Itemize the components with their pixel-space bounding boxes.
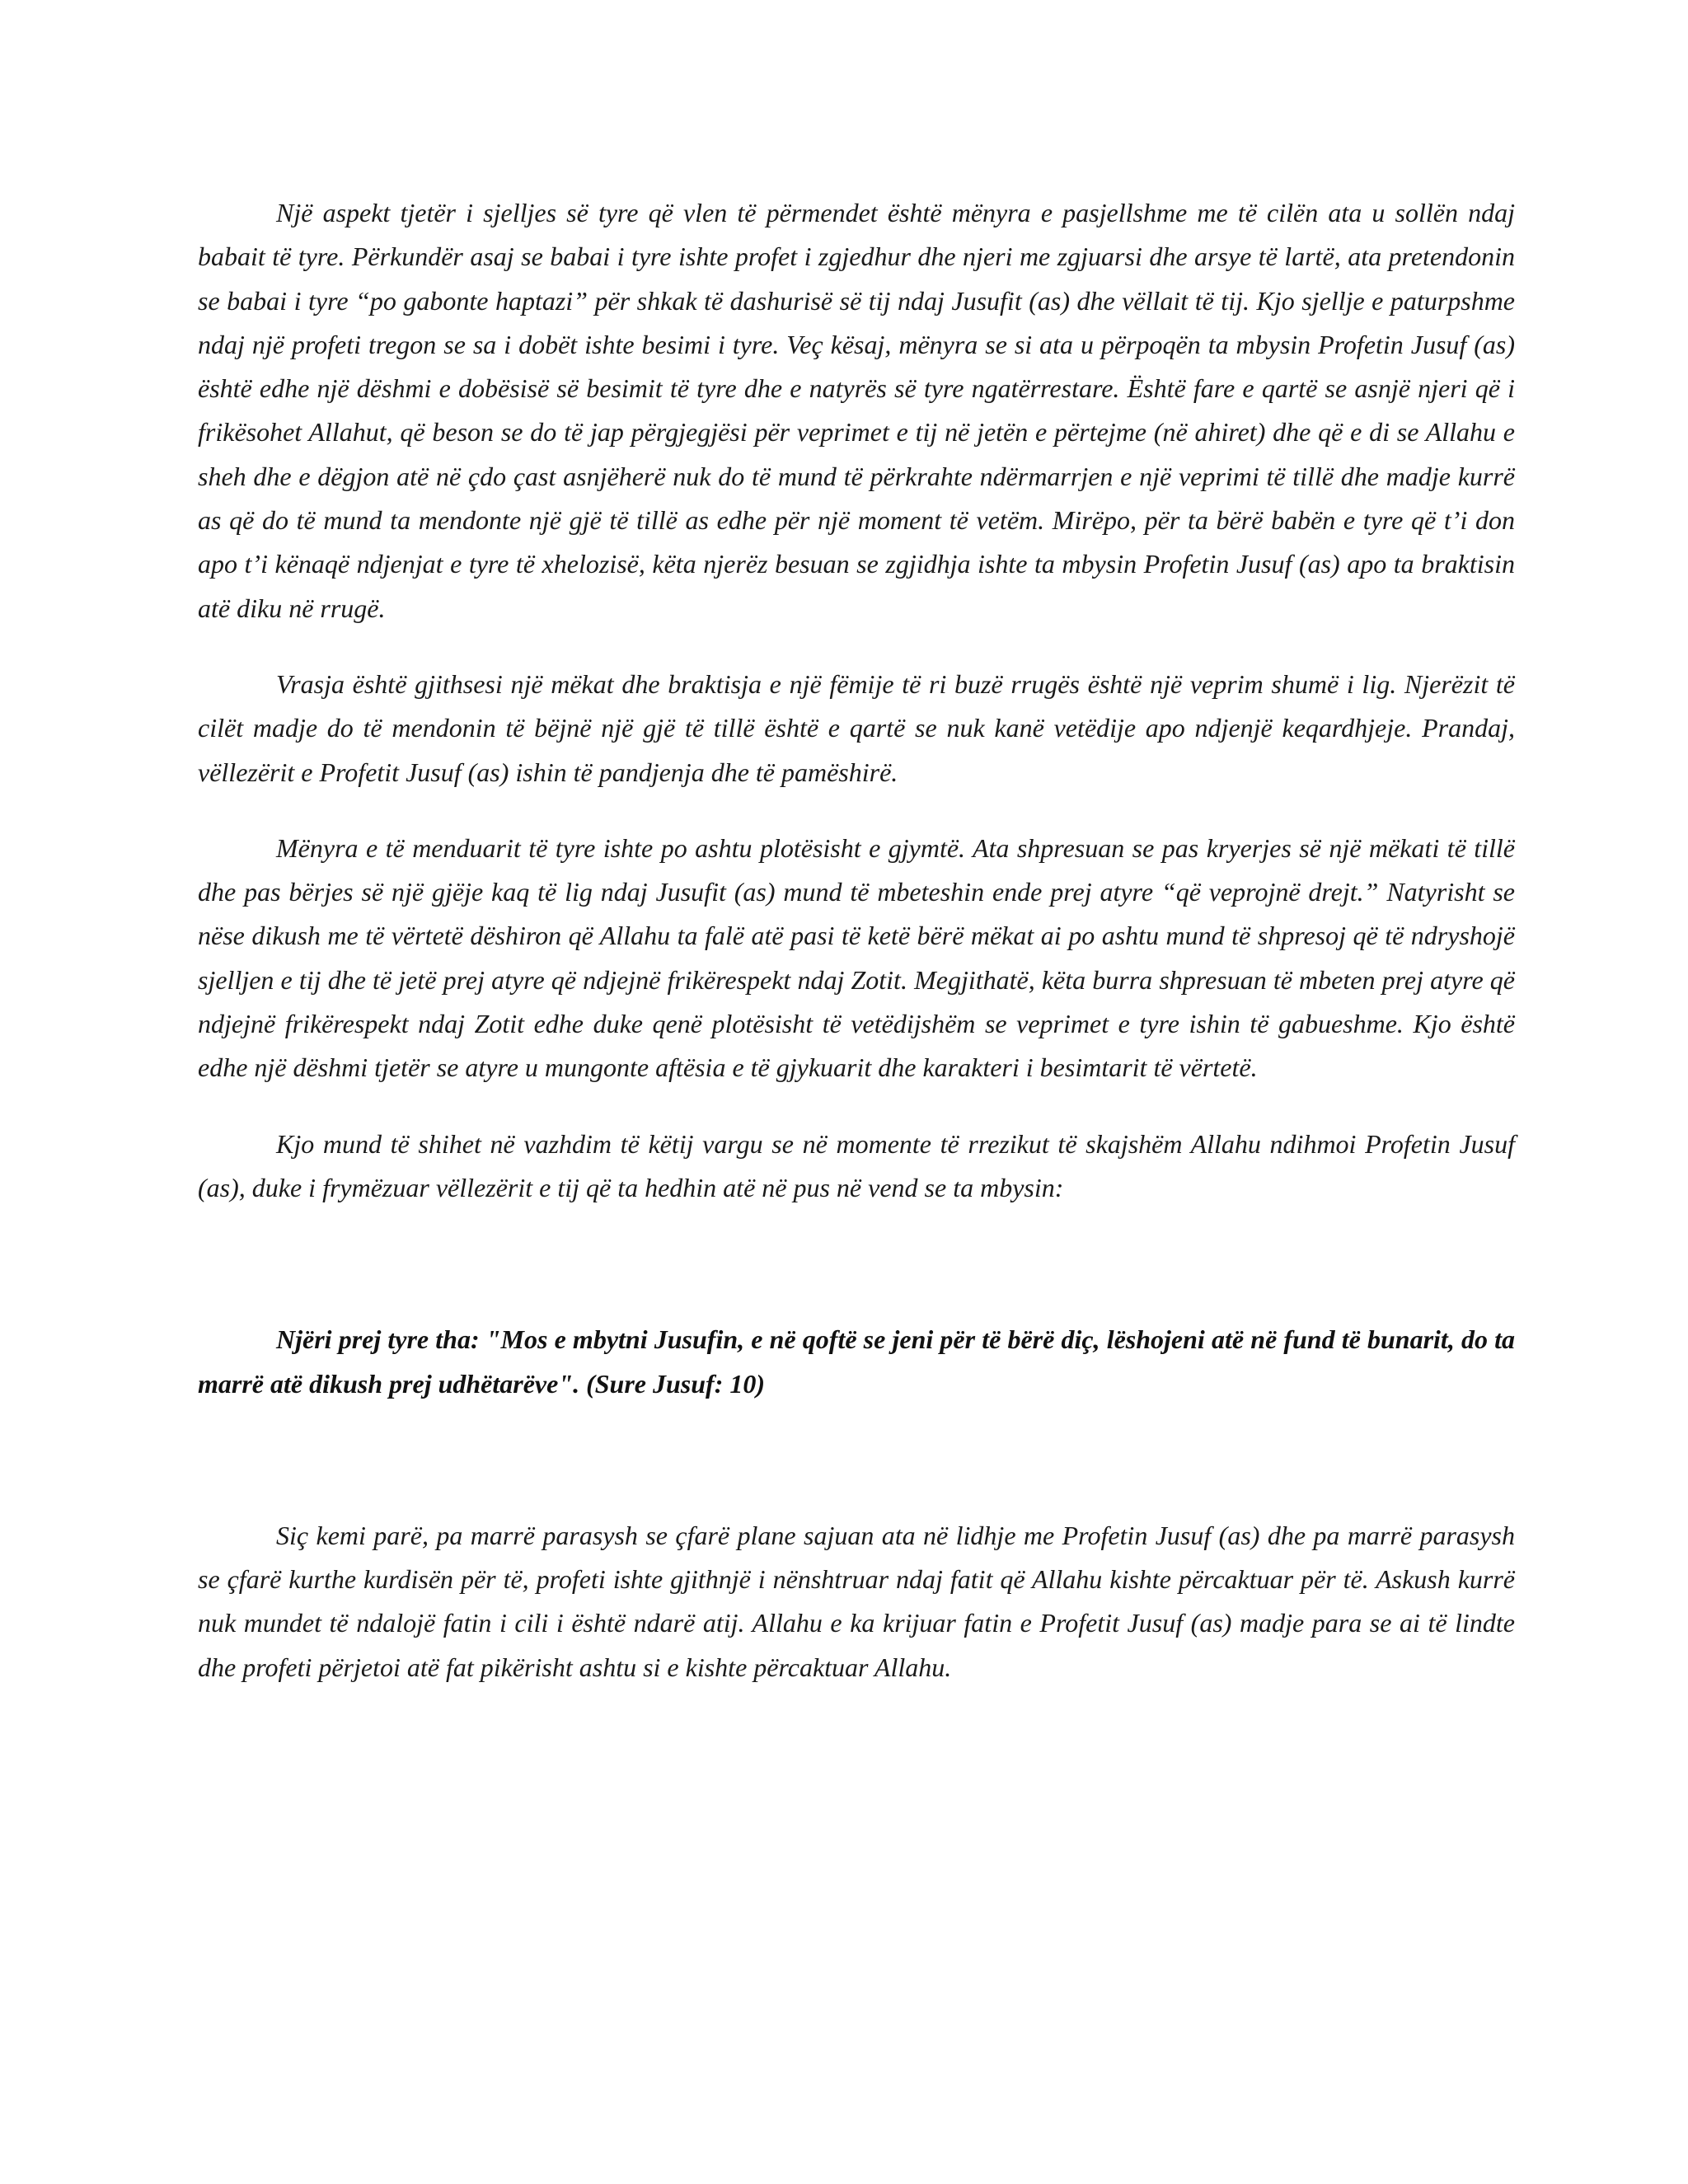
closing-paragraph: Siç kemi parë, pa marrë parasysh se çfarë plane sajuan ata në lidhje me Profetin Jusuf (as) dhe pa marrë parasysh se çfarë kurthe kurdisën për të, profeti ishte gjithnjë i nënshtruar ndaj fatit që Allahu kishte përcaktuar për të. Askush kurrë nuk mundet të ndalojë fatin i cili i është ndarë atij. Allahu e ka krijuar fatin e Profetit Jusuf (as) madje para se ai të lindte dhe profeti përjetoi atë fat pikërisht ashtu si e kishte përcaktuar Allahu. [198, 1520, 1515, 1682]
quran-quote: Njëri prej tyre tha: "Mos e mbytni Jusufin, e në qoftë se jeni për të bërë diç, lëshojeni atë në fund të bunarit, do ta marrë atë dikush prej udhëtarëve". (Sure Jusuf: 10) [198, 1324, 1515, 1399]
paragraph-3: Mënyra e të menduarit të tyre ishte po ashtu plotësisht e gjymtë. Ata shpresuan se pas kryerjes së një mëkati të tillë dhe pas bërjes së një gjëje kaq të lig ndaj Jusufit (as) mund të mbeteshin ende prej atyre “që veprojnë drejt.” Natyrisht se nëse dikush me të vërtetë dëshiron që Allahu ta falë atë pasi të ketë bërë mëkat ai po ashtu mund të shpresoj që të ndryshojë sjelljen e tij dhe të jetë prej atyre që ndjejnë frikërespekt ndaj Zotit. Megjithatë, këta burra shpresuan të mbeten prej atyre që ndjejnë frikërespekt ndaj Zotit edhe duke qenë plotësisht të vetëdijshëm se veprimet e tyre ishin të gabueshme. Kjo është edhe një dëshmi tjetër se atyre u mungonte aftësia e të gjykuarit dhe karakteri i besimtarit të vërtetë. [198, 832, 1515, 1083]
paragraph-2: Vrasja është gjithsesi një mëkat dhe braktisja e një fëmije të ri buzë rrugës është një veprim shumë i lig. Njerëzit të cilët madje do të mendonin të bëjnë një gjë të tillë është e qartë se nuk kanë vetëdije apo ndjenjë keqardhjeje. Prandaj, vëllezërit e Profetit Jusuf (as) ishin të pandjenja dhe të pamëshirë. [198, 668, 1515, 787]
document-page [198, 191, 1515, 1690]
paragraph-1: Një aspekt tjetër i sjelljes së tyre që vlen të përmendet është mënyra e pasjellshme me të cilën ata u sollën ndaj babait të tyre. Përkundër asaj se babai i tyre ishte profet i zgjedhur dhe njeri me zgjuarsi dhe arsye të lartë, ata pretendonin se babai i tyre “po gabonte haptazi” për shkak të dashurisë së tij ndaj Jusufit (as) dhe vëllait të tij. Kjo sjellje e paturpshme ndaj një profeti tregon se sa i dobët ishte besimi i tyre. Veç kësaj, mënyra se si ata u përpoqën ta mbysin Profetin Jusuf (as) është edhe një dëshmi e dobësisë së besimit të tyre dhe e natyrës së tyre ngatërrestare. Është fare e qartë se asnjë njeri që i frikësohet Allahut, që beson se do të jap përgjegjësi për veprimet e tij në jetën e përtejme (në ahiret) dhe që e di se Allahu e sheh dhe e dëgjon atë në çdo çast asnjëherë nuk do të mund të përkrahte ndërmarrjen e një veprimi të tillë dhe madje kurrë as që do të mund ta mendonte një gjë të tillë as edhe për një moment të vetëm. Mirëpo, për ta bërë babën e tyre që t’i don apo t’i kënaqë ndjenjat e tyre të xhelozisë, këta njerëz besuan se zgjidhja ishte ta mbysin Profetin Jusuf (as) apo ta braktisin atë diku në rrugë. [198, 198, 1515, 623]
paragraph-4: Kjo mund të shihet në vazhdim të këtij vargu se në momente të rrezikut të skajshëm Allahu ndihmoi Profetin Jusuf (as), duke i frymëzuar vëllezërit e tij që ta hedhin atë në pus në vend se ta mbysin: [198, 1128, 1515, 1202]
